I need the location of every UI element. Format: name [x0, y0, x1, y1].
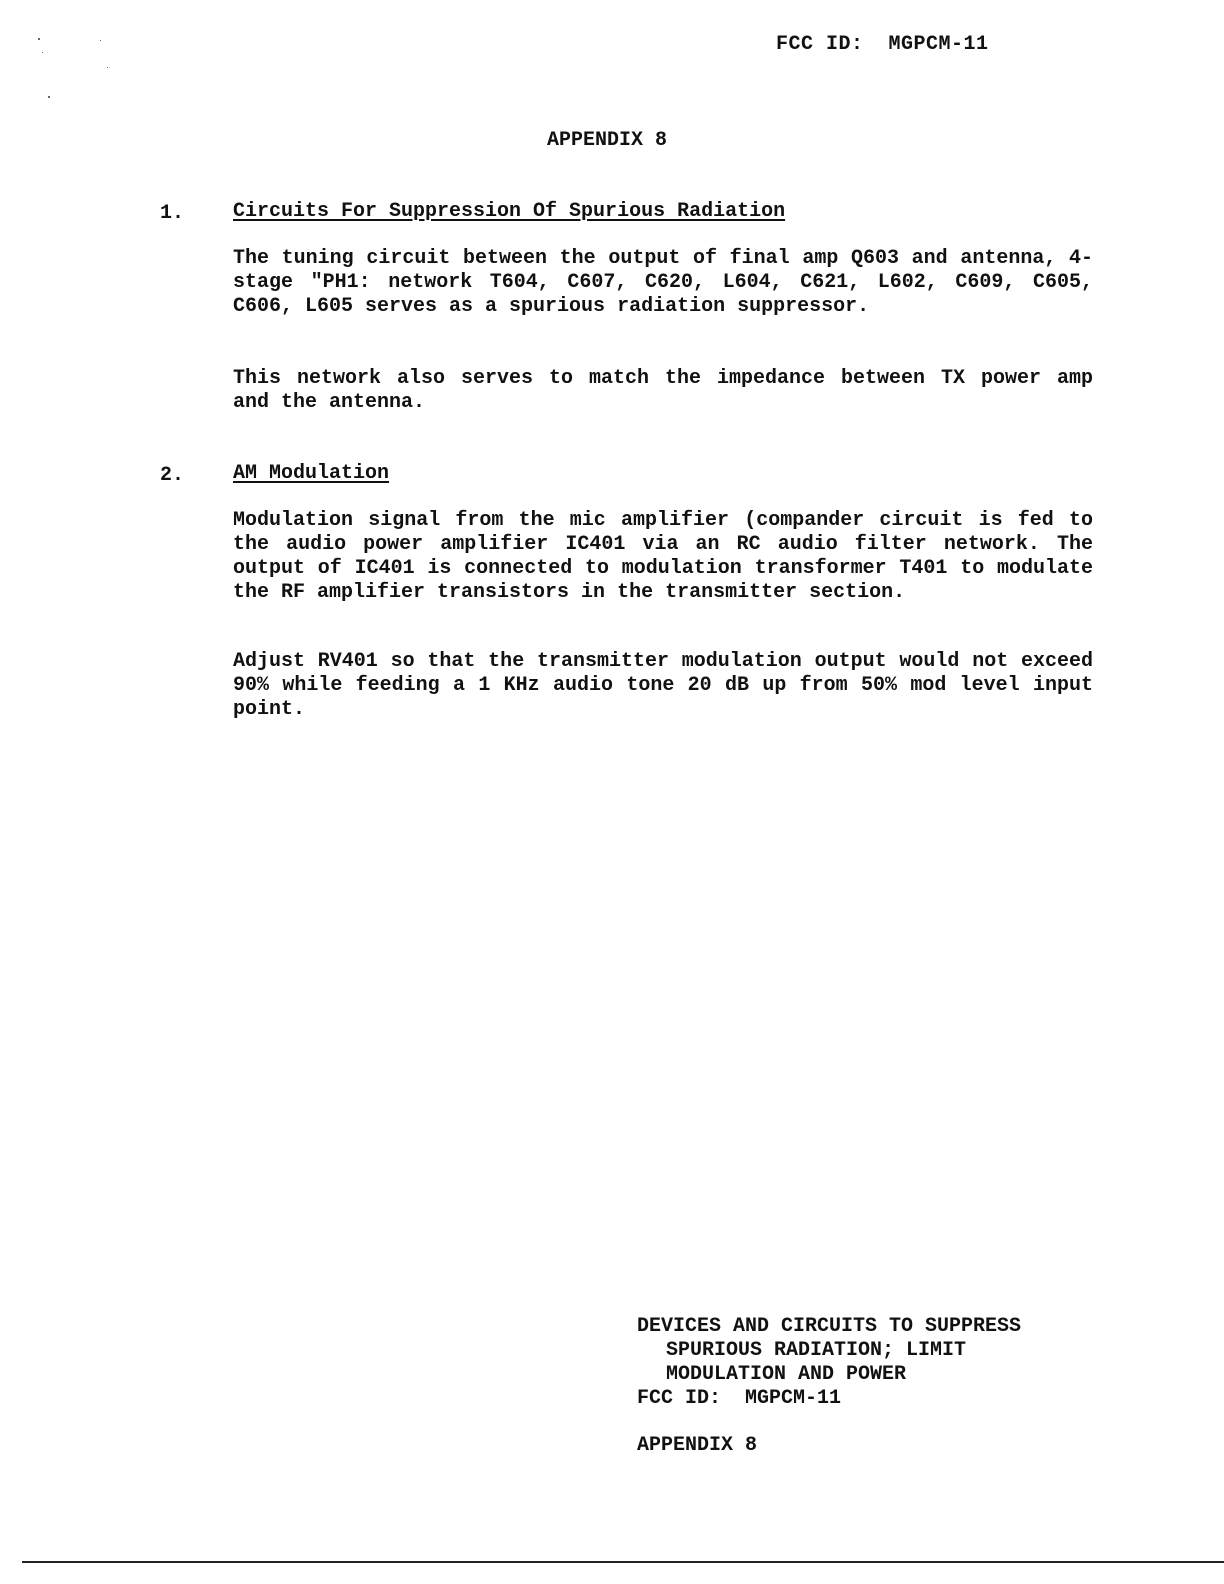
header-fcc-id: FCC ID: MGPCM-11 [776, 33, 989, 56]
paragraph: This network also serves to match the impedance between TX power amp and the antenna. [233, 367, 1093, 414]
paragraph: The tuning circuit between the output of final amp Q603 and antenna, 4-stage "PH1: network T604, C607, C620, L604, C621, L602, C609, C605, C606, L605 serves as a spurious radiation suppressor. [233, 247, 1093, 318]
page-title: APPENDIX 8 [547, 129, 668, 152]
footer-appendix: APPENDIX 8 [637, 1434, 758, 1457]
bottom-rule [22, 1561, 1224, 1563]
paragraph: Adjust RV401 so that the transmitter modulation output would not exceed 90% while feeding a 1 KHz audio tone 20 dB up from 50% mod level input point. [233, 650, 1093, 721]
footer-line: MODULATION AND POWER [666, 1363, 907, 1386]
section-heading: AM Modulation [233, 462, 390, 485]
section-number: 1. [160, 202, 185, 225]
scan-speck [107, 67, 108, 68]
footer-caption [637, 1315, 1021, 1411]
scan-speck [42, 52, 43, 53]
scan-speck [100, 40, 101, 41]
footer-line: DEVICES AND CIRCUITS TO SUPPRESS [637, 1315, 1022, 1338]
scan-speck [38, 38, 40, 40]
footer-line: SPURIOUS RADIATION; LIMIT [666, 1339, 967, 1362]
section-number: 2. [160, 464, 185, 487]
section-heading: Circuits For Suppression Of Spurious Radiation [233, 200, 786, 223]
paragraph: Modulation signal from the mic amplifier (compander circuit is fed to the audio power amplifier IC401 via an RC audio filter network. The output of IC401 is connected to modulation transformer T401 to modulate the RF amplifier transistors in the transmitter section. [233, 509, 1093, 604]
footer-fcc-id: FCC ID: MGPCM-11 [637, 1387, 842, 1410]
scan-speck [48, 96, 50, 98]
